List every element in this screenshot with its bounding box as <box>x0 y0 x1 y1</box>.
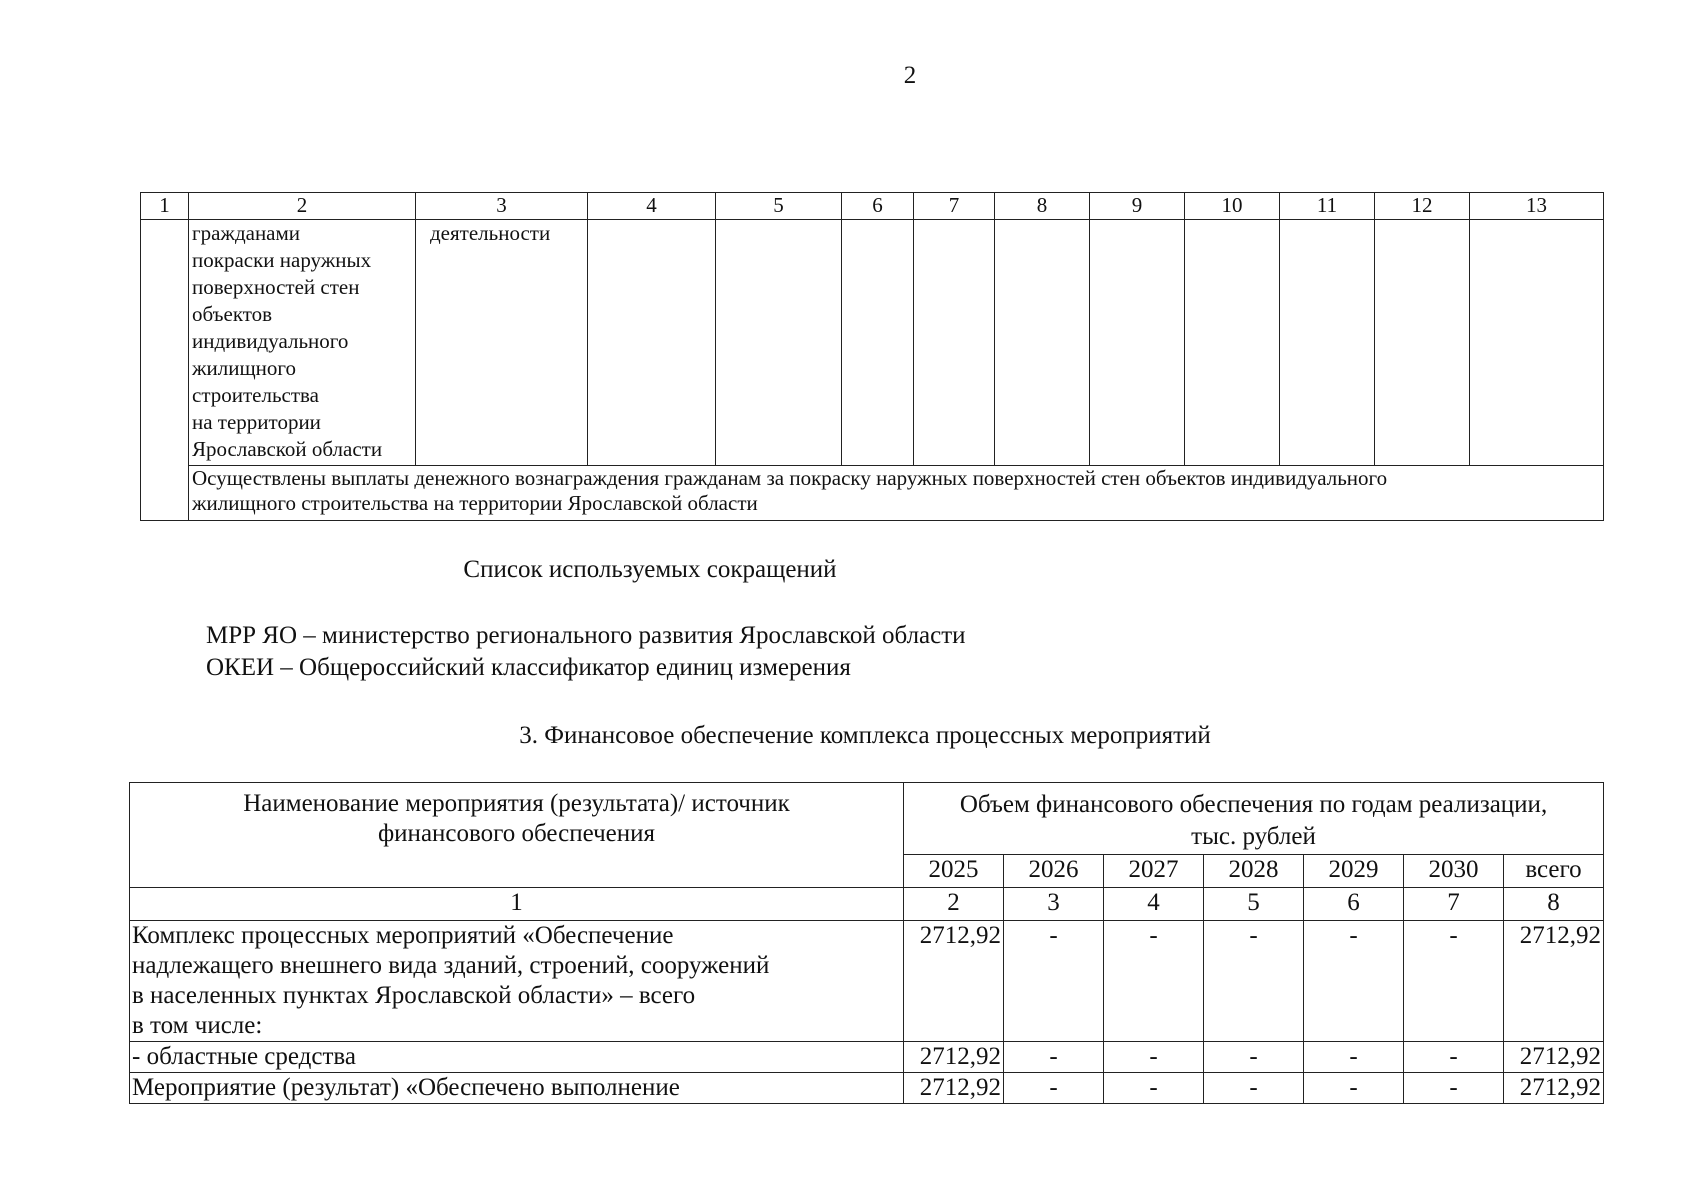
column-number: 4 <box>1104 888 1204 921</box>
column-number: 5 <box>1204 888 1304 921</box>
column-number: 4 <box>588 193 716 220</box>
table-row <box>141 466 1604 521</box>
text-line: индивидуального <box>192 329 349 353</box>
column-number: 10 <box>1185 193 1280 220</box>
header-volume-cell <box>904 783 1604 855</box>
year-cell: 2026 <box>1004 854 1104 887</box>
table-row <box>130 1073 1604 1104</box>
table-cell <box>995 220 1090 466</box>
value-cell: - <box>1004 1042 1104 1073</box>
column-number: 2 <box>904 888 1004 921</box>
text-line: Объем финансового обеспечения по годам реализации, <box>959 791 1548 818</box>
result-description <box>189 466 1604 521</box>
table-cell <box>1470 220 1604 466</box>
value-cell: - <box>1104 1073 1204 1104</box>
year-cell: 2028 <box>1204 854 1304 887</box>
value-cell: - <box>1004 1073 1104 1104</box>
column-number: 6 <box>1304 888 1404 921</box>
row-name-cell <box>130 921 904 1042</box>
year-cell: 2029 <box>1304 854 1404 887</box>
section-title: 3. Финансовое обеспечение комплекса процессных мероприятий <box>519 722 1211 749</box>
abbreviations-title: Список используемых сокращений <box>463 556 837 583</box>
column-number: 8 <box>1504 888 1604 921</box>
value-cell: - <box>1104 1042 1204 1073</box>
column-number: 3 <box>416 193 588 220</box>
abbreviations-list <box>206 620 966 684</box>
table-row <box>130 921 1604 1042</box>
text-line: гражданами <box>192 221 301 245</box>
financing-table <box>129 782 1604 1104</box>
year-cell: 2025 <box>904 854 1004 887</box>
column-number-row <box>130 888 1604 921</box>
table-cell <box>141 220 189 521</box>
column-number: 7 <box>914 193 995 220</box>
value-cell: 2712,92 <box>1504 1073 1604 1104</box>
table-cell <box>842 220 914 466</box>
column-number: 2 <box>189 193 416 220</box>
value-cell: - <box>1004 921 1104 1042</box>
value-cell: - <box>1104 921 1204 1042</box>
table-cell <box>1280 220 1375 466</box>
text-line: Мероприятие (результат) «Обеспечено выполнение <box>132 1074 680 1101</box>
results-table <box>140 192 1604 521</box>
table-row <box>130 1042 1604 1073</box>
abbreviation-item: ОКЕИ – Общероссийский классификатор единиц измерения <box>206 654 851 681</box>
text-line: строительства <box>192 383 320 407</box>
table-header-row <box>130 783 1604 855</box>
result-name-cell <box>189 220 416 466</box>
text-line: жилищного строительства на территории Ярославской области <box>192 491 758 515</box>
page-number: 2 <box>903 62 917 89</box>
text-line: на территории <box>192 410 321 434</box>
text-line: покраски наружных <box>192 248 372 272</box>
table-row <box>141 220 1604 466</box>
column-number: 11 <box>1280 193 1375 220</box>
text-line: Комплекс процессных мероприятий «Обеспечение <box>132 922 674 949</box>
year-cell: всего <box>1504 854 1604 887</box>
table-cell: деятельности <box>416 220 588 466</box>
text-line: Наименование мероприятия (результата)/ источник <box>243 790 790 817</box>
value-cell: - <box>1304 1042 1404 1073</box>
table-cell <box>1090 220 1185 466</box>
text-line: жилищного <box>192 356 296 380</box>
value-cell: 2712,92 <box>1504 921 1604 1042</box>
table-cell <box>1375 220 1470 466</box>
text-line: объектов <box>192 302 273 326</box>
value-cell: - <box>1304 921 1404 1042</box>
text-line: финансового обеспечения <box>377 820 656 847</box>
row-name-cell <box>130 1073 904 1104</box>
value-cell: - <box>1204 921 1304 1042</box>
header-name-cell <box>130 783 904 888</box>
column-number-row <box>141 193 1604 220</box>
text-line: поверхностей стен <box>192 275 360 299</box>
text-line: в том числе: <box>132 1012 263 1039</box>
table-cell <box>914 220 995 466</box>
text-line: Ярославской области <box>192 437 383 461</box>
value-cell: 2712,92 <box>904 1042 1004 1073</box>
column-number: 3 <box>1004 888 1104 921</box>
column-number: 7 <box>1404 888 1504 921</box>
table-cell <box>716 220 842 466</box>
value-cell: - <box>1404 921 1504 1042</box>
column-number: 1 <box>130 888 904 921</box>
column-number: 1 <box>141 193 189 220</box>
text-line: в населенных пунктах Ярославской области» – всего <box>132 982 696 1009</box>
value-cell: - <box>1204 1073 1304 1104</box>
year-cell: 2027 <box>1104 854 1204 887</box>
value-cell: 2712,92 <box>904 921 1004 1042</box>
value-cell: - <box>1404 1042 1504 1073</box>
column-number: 9 <box>1090 193 1185 220</box>
column-number: 6 <box>842 193 914 220</box>
text-line: тыс. рублей <box>1191 823 1316 850</box>
abbreviation-item: МРР ЯО – министерство регионального развития Ярославской области <box>206 622 966 649</box>
text-line: Осуществлены выплаты денежного вознаграждения гражданам за покраску наружных поверхностей стен объектов индивидуального <box>192 466 1388 490</box>
text-line: надлежащего внешнего вида зданий, строений, сооружений <box>132 952 770 979</box>
year-cell: 2030 <box>1404 854 1504 887</box>
value-cell: 2712,92 <box>1504 1042 1604 1073</box>
table-cell <box>588 220 716 466</box>
value-cell: 2712,92 <box>904 1073 1004 1104</box>
text-line: - областные средства <box>132 1043 356 1070</box>
column-number: 5 <box>716 193 842 220</box>
column-number: 13 <box>1470 193 1604 220</box>
column-number: 12 <box>1375 193 1470 220</box>
value-cell: - <box>1404 1073 1504 1104</box>
row-name-cell <box>130 1042 904 1073</box>
value-cell: - <box>1204 1042 1304 1073</box>
value-cell: - <box>1304 1073 1404 1104</box>
column-number: 8 <box>995 193 1090 220</box>
table-cell <box>1185 220 1280 466</box>
